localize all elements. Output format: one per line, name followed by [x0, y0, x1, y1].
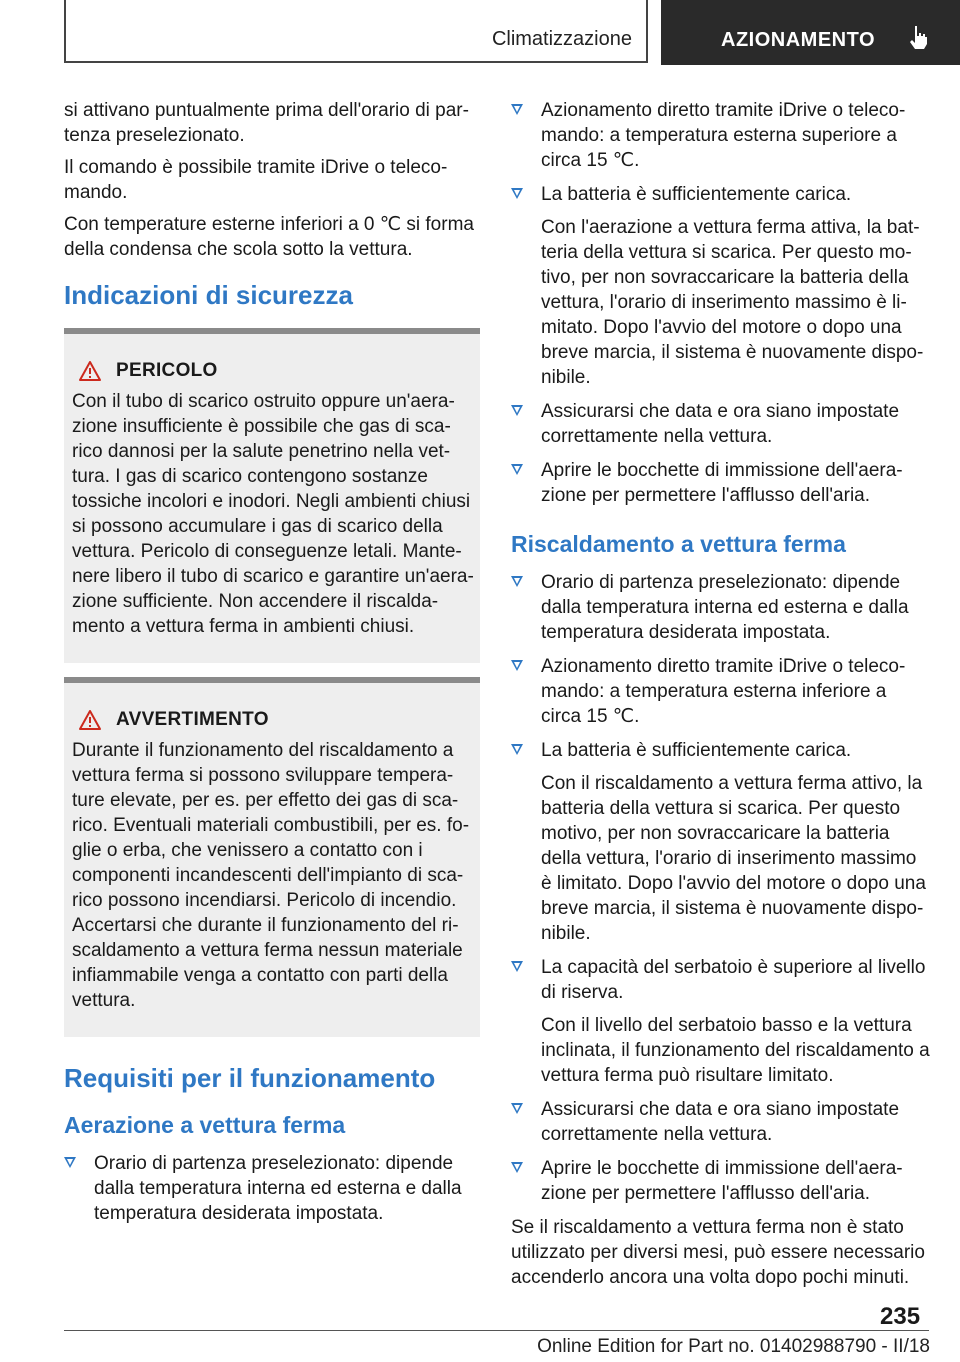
left-column	[64, 98, 480, 1235]
safety-heading: Indicazioni di sicurezza	[64, 280, 353, 310]
bullet-triangle-icon	[64, 1157, 76, 1168]
footer-edition: Online Edition for Part no. 01402988790 - II/18	[537, 1336, 930, 1357]
bullet-triangle-icon	[511, 405, 523, 416]
chapter-tab-label: AZIONAMENTO	[721, 29, 876, 51]
intro-paragraph: Il comando è possibile tramite iDrive o teleco-mando.	[64, 157, 448, 203]
warning-text: Durante il funzionamento del riscaldamento a vettura ferma si possono sviluppare tempera-ture elevate, per es. per effetto dei gas di sca-rico. Eventuali materiali combustibili, per es. fo-glie o erba, che venissero a contatto con i componenti incandescenti dell'impianto di sca-rico possono incendiarsi. Pericolo di incendio. Accertarsi che durante il funzionamento del ri-scaldamento a vettura ferma nessun materiale infiammabile venga a contatto con parti della vettura.	[72, 740, 470, 1011]
aeration-heading: Aerazione a vettura ferma	[64, 1112, 346, 1138]
bullet-triangle-icon	[511, 1103, 523, 1114]
danger-title: PERICOLO	[116, 360, 218, 381]
danger-text: Con il tubo di scarico ostruito oppure un'aera-zione insufficiente è possibile che gas di sca-rico dannosi per la salute penetrino nella vet-tura. I gas di scarico contengono sostanze tossiche incolori e inodori. Negli ambienti chiusi si possono accumulare i gas di scarico della vettura. Pericolo di conseguenze letali. Mante-nere libero il tubo di scarico e garantire un'aera-zione sufficiente. Non accendere il riscalda-mento a vettura ferma in ambienti chiusi.	[72, 391, 474, 637]
list-item: Azionamento diretto tramite iDrive o teleco-mando: a temperatura esterna inferiore a circa 15 ℃.	[511, 654, 931, 729]
danger-box	[64, 328, 480, 663]
page-header	[0, 0, 960, 66]
bullet-triangle-icon	[511, 104, 523, 115]
section-title: Climatizzazione	[491, 28, 632, 50]
aeration-list-left	[64, 1151, 480, 1226]
closing-paragraph: Se il riscaldamento a vettura ferma non è stato utilizzato per diversi mesi, può essere necessario accenderlo ancora una volta dopo pochi minuti.	[511, 1217, 925, 1288]
list-item: Orario di partenza preselezionato: dipende dalla temperatura interna ed esterna e dalla temperatura desiderata impostata.	[511, 570, 931, 645]
warning-title: AVVERTIMENTO	[116, 709, 269, 730]
warning-triangle-icon	[78, 360, 102, 382]
aeration-list-right	[511, 98, 931, 508]
bullet-triangle-icon	[511, 660, 523, 671]
intro-paragraph: si attivano puntualmente prima dell'orario di par-tenza preselezionato.	[64, 100, 469, 146]
heating-heading: Riscaldamento a vettura ferma	[511, 531, 846, 557]
warning-box	[64, 677, 480, 1037]
list-item: Azionamento diretto tramite iDrive o teleco-mando: a temperatura esterna superiore a circa 15 ℃.	[511, 98, 931, 173]
list-item-note: Con l'aerazione a vettura ferma attiva, la bat-teria della vettura si scarica. Per questo mo-tivo, per non sovraccaricare la batteria della vettura, l'orario di inserimento massimo è li-mitato. Dopo l'avvio del motore o dopo una breve marcia, il sistema è nuovamente dispo-nibile.	[541, 217, 924, 388]
list-item: La batteria è sufficientemente carica. Con il riscaldamento a vettura ferma attivo, la batteria della vettura si scarica. Per questo motivo, per non sovraccaricare la batteria della vettura, l'orario di inserimento massimo è limitato. Dopo l'avvio del motore o dopo una breve marcia, il sistema è nuovamente dispo-nibile.	[511, 738, 931, 946]
pointing-hand-icon	[906, 24, 932, 50]
bullet-triangle-icon	[511, 1162, 523, 1173]
bullet-triangle-icon	[511, 188, 523, 199]
footer-divider	[64, 1330, 929, 1331]
heating-list	[511, 570, 931, 1206]
bullet-triangle-icon	[511, 464, 523, 475]
intro-paragraph: Con temperature esterne inferiori a 0 ℃ si forma della condensa che scola sotto la vettura.	[64, 214, 474, 260]
chapter-tab[interactable]	[661, 0, 960, 65]
list-item: Orario di partenza preselezionato: dipende dalla temperatura interna ed esterna e dalla temperatura desiderata impostata.	[64, 1151, 480, 1226]
list-item: Assicurarsi che data e ora siano impostate correttamente nella vettura.	[511, 399, 931, 449]
warning-header	[72, 707, 474, 732]
list-item: Aprire le bocchette di immissione dell'aera-zione per permettere l'afflusso dell'aria.	[511, 458, 931, 508]
list-item: Assicurarsi che data e ora siano impostate correttamente nella vettura.	[511, 1097, 931, 1147]
list-item: La capacità del serbatoio è superiore al livello di riserva. Con il livello del serbatoio basso e la vettura inclinata, il funzionamento del riscaldamento a vettura ferma può risultare limitato.	[511, 955, 931, 1088]
bullet-triangle-icon	[511, 961, 523, 972]
warning-triangle-icon	[78, 709, 102, 731]
list-item: La batteria è sufficientemente carica. Con l'aerazione a vettura ferma attiva, la bat-teria della vettura si scarica. Per questo mo-tivo, per non sovraccaricare la batteria della vettura, l'orario di inserimento massimo è li-mitato. Dopo l'avvio del motore o dopo una breve marcia, il sistema è nuovamente dispo-nibile.	[511, 182, 931, 390]
requirements-heading: Requisiti per il funzionamento	[64, 1063, 436, 1093]
list-item-note: Con il livello del serbatoio basso e la vettura inclinata, il funzionamento del riscaldamento a vettura ferma può risultare limitato.	[541, 1015, 930, 1086]
bullet-triangle-icon	[511, 744, 523, 755]
right-column	[511, 98, 931, 1297]
section-header-box	[64, 0, 648, 63]
list-item: Aprire le bocchette di immissione dell'aera-zione per permettere l'afflusso dell'aria.	[511, 1156, 931, 1206]
page-number: 235	[880, 1303, 921, 1330]
danger-header	[72, 358, 474, 383]
list-item-note: Con il riscaldamento a vettura ferma attivo, la batteria della vettura si scarica. Per questo motivo, per non sovraccaricare la batteria della vettura, l'orario di inserimento massimo è limitato. Dopo l'avvio del motore o dopo una breve marcia, il sistema è nuovamente dispo-nibile.	[541, 773, 926, 944]
bullet-triangle-icon	[511, 576, 523, 587]
